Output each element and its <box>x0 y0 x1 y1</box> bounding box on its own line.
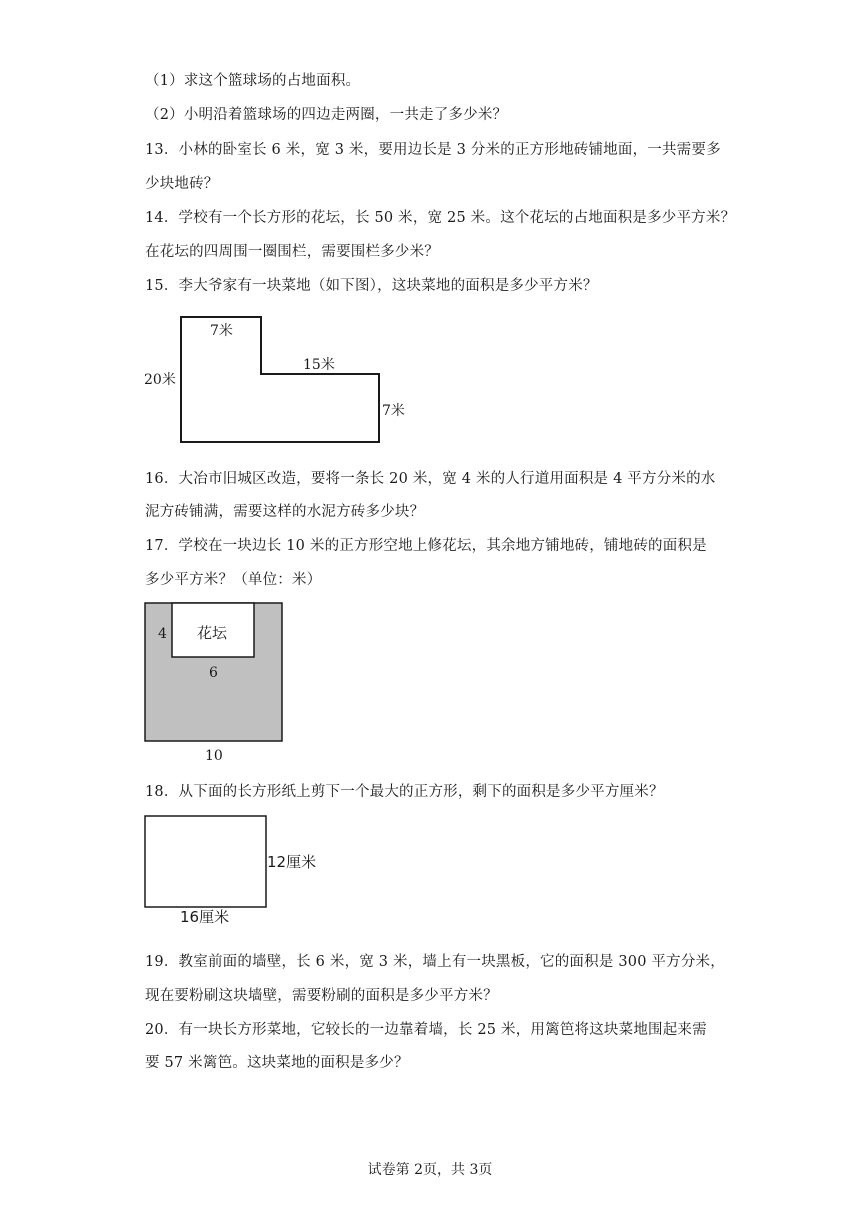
q14-line2: 在花坛的四周围一圈围栏，需要围栏多少米？ <box>145 244 439 260</box>
fig15-label-middle: 15米 <box>303 357 335 373</box>
q16-line1: 16．大冶市旧城区改造，要将一条长 20 米，宽 4 米的人行道用面积是 4 平方分米的水 <box>145 471 716 487</box>
fig18-rectangle-paper <box>140 810 330 928</box>
fig17-label-height: 4 <box>158 626 167 642</box>
q19-line1: 19．教室前面的墙壁，长 6 米，宽 3 米，墙上有一块黑板，它的面积是 300 平方分米， <box>145 954 725 970</box>
q13-line2: 少块地砖？ <box>145 176 219 192</box>
q17-line1: 17．学校在一块边长 10 米的正方形空地上修花坛，其余地方铺地砖，铺地砖的面积是 <box>145 538 707 554</box>
q20-line2: 要 57 米篱笆。这块菜地的面积是多少？ <box>145 1055 409 1071</box>
fig15-label-top: 7米 <box>210 323 233 339</box>
fig15-label-right: 7米 <box>382 403 405 419</box>
fig17-label-flowerbed: 花坛 <box>197 624 228 642</box>
fig17-label-side: 10 <box>205 748 223 764</box>
q13-line1: 13．小林的卧室长 6 米，宽 3 米，要用边长是 3 分米的正方形地砖铺地面，一共需要多 <box>145 142 721 158</box>
q15-line1: 15．李大爷家有一块菜地（如下图），这块菜地的面积是多少平方米？ <box>145 278 598 294</box>
q19-line2: 现在要粉刷这块墙壁，需要粉刷的面积是多少平方米？ <box>145 988 498 1004</box>
q14-line1: 14．学校有一个长方形的花坛，长 50 米，宽 25 米。这个花坛的占地面积是多少平方米？ <box>145 210 736 226</box>
fig15-vegetable-plot <box>140 308 420 450</box>
q17-line2: 多少平方米？（单位：米） <box>145 572 322 588</box>
q20-line1: 20．有一块长方形菜地，它较长的一边靠着墙，长 25 米，用篱笆将这块菜地围起来需 <box>145 1022 707 1038</box>
fig18-label-height: 12厘米 <box>267 853 317 871</box>
q18-line1: 18．从下面的长方形纸上剪下一个最大的正方形，剩下的面积是多少平方厘米？ <box>145 784 664 800</box>
q12-part2: （2）小明沿着篮球场的四边走两圈，一共走了多少米？ <box>145 107 508 123</box>
fig15-label-left: 20米 <box>144 372 176 388</box>
q12-part1: （1）求这个篮球场的占地面积。 <box>145 73 361 89</box>
fig17-square-plot <box>140 598 290 768</box>
page-footer: 试卷第 2页，共 3页 <box>367 1162 493 1178</box>
fig17-label-width: 6 <box>209 665 218 681</box>
fig18-label-width: 16厘米 <box>180 908 230 926</box>
q16-line2: 泥方砖铺满，需要这样的水泥方砖多少块？ <box>145 504 425 520</box>
fig18-rectangle <box>145 816 266 907</box>
